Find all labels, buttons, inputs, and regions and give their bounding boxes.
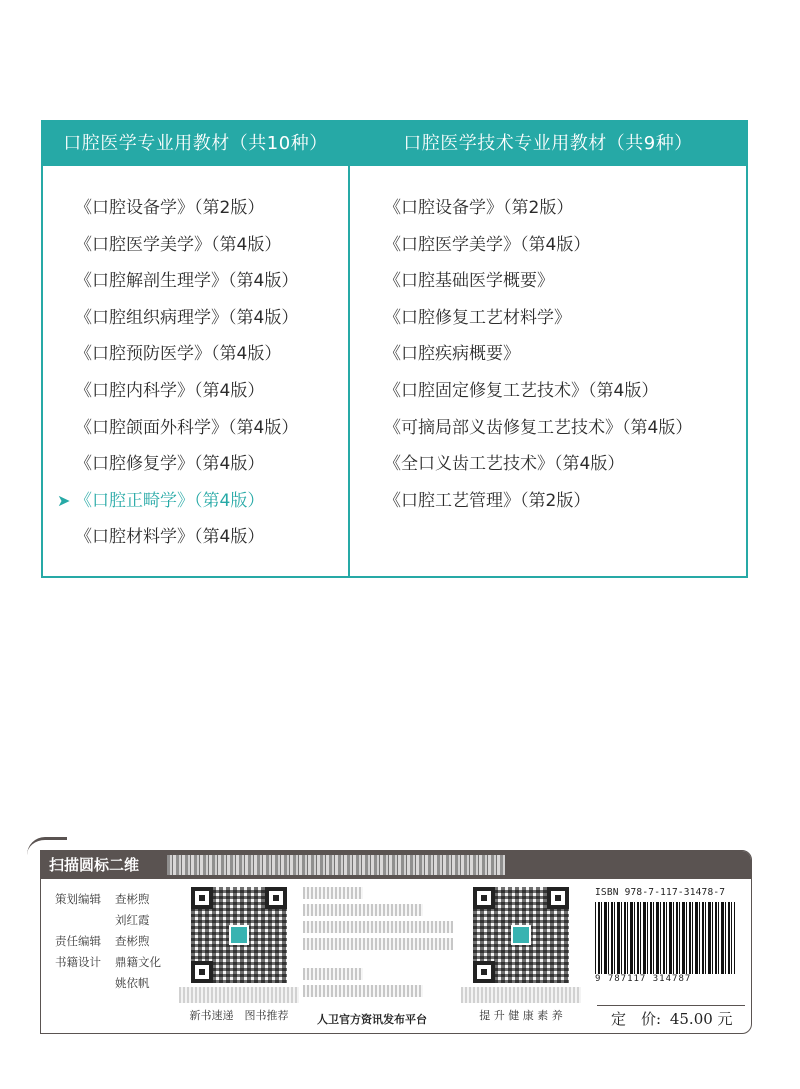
credit-name: 鼎籍文化 xyxy=(115,955,161,969)
credit-name: 查彬煦 xyxy=(115,892,150,906)
dental-technology-header: 口腔医学技术专业用教材（共9种） xyxy=(350,122,746,166)
list-item-current-book xyxy=(43,483,348,520)
credit-name: 查彬煦 xyxy=(115,934,150,948)
credit-row xyxy=(55,973,169,994)
list-item: 《口腔修复学》（第4版） xyxy=(75,454,265,475)
credit-role xyxy=(55,910,115,931)
qr-finder xyxy=(265,887,287,909)
qr-code-right[interactable] xyxy=(461,887,581,1023)
list-item: 《口腔颌面外科学》（第4版） xyxy=(75,417,299,438)
list-item: 《口腔医学美学》（第4版） xyxy=(384,234,591,255)
blurred-website-text xyxy=(303,887,463,1002)
qr-code-icon xyxy=(473,887,569,983)
blurred-line xyxy=(303,968,363,980)
price-value: 45.00 元 xyxy=(669,1010,733,1028)
blurred-line xyxy=(303,904,423,916)
blurred-line xyxy=(303,887,363,899)
barcode-digits: 9 787117 314787 xyxy=(595,974,692,984)
mid-caption: 人卫官方资讯发布平台 xyxy=(317,1013,427,1026)
dental-medicine-header: 口腔医学专业用教材（共10种） xyxy=(43,122,348,166)
list-item: 《口腔预防医学》（第4版） xyxy=(75,344,282,365)
credit-role: 书籍设计 xyxy=(55,955,101,969)
qr-finder xyxy=(547,887,569,909)
blurred-text xyxy=(179,987,299,1003)
price-line xyxy=(597,1005,745,1031)
list-item-label: 《口腔正畸学》（第4版） xyxy=(75,490,265,511)
qr-right-caption: 提 升 健 康 素 养 xyxy=(479,1009,563,1022)
back-cover-band xyxy=(40,850,752,1034)
list-item: 《口腔设备学》（第2版） xyxy=(75,198,265,218)
isbn-text: ISBN 978-7-117-31478-7 xyxy=(595,887,726,898)
blurred-line xyxy=(303,985,423,997)
list-item: 《口腔内科学》（第4版） xyxy=(75,380,265,401)
credit-row xyxy=(55,910,169,931)
list-item: 《口腔修复工艺材料学》 xyxy=(384,307,571,328)
qr-left-caption: 新书速递 图书推荐 xyxy=(189,1009,289,1022)
credit-role: 责任编辑 xyxy=(55,934,101,948)
list-item: 《可摘局部义齿修复工艺技术》（第4版） xyxy=(384,417,693,438)
credits-block xyxy=(55,889,169,994)
qr-finder xyxy=(191,961,213,983)
credit-row xyxy=(55,952,169,973)
dental-medicine-column xyxy=(43,122,350,576)
qr-logo xyxy=(229,925,249,945)
qr-logo xyxy=(511,925,531,945)
blurred-text xyxy=(461,987,581,1003)
list-item: 《口腔固定修复工艺技术》（第4版） xyxy=(384,380,659,401)
credit-row xyxy=(55,931,169,952)
textbook-list-table xyxy=(41,120,748,578)
list-item: 《口腔疾病概要》 xyxy=(384,344,520,365)
list-item: 《口腔材料学》（第4版） xyxy=(75,527,265,548)
barcode-icon xyxy=(595,902,735,974)
credit-name: 姚依帆 xyxy=(115,976,150,990)
qr-finder xyxy=(191,887,213,909)
arrow-icon: ➤ xyxy=(57,490,71,510)
qr-finder xyxy=(473,961,495,983)
list-item: 《全口义齿工艺技术》（第4版） xyxy=(384,454,625,475)
dental-technology-list xyxy=(350,166,746,519)
blurred-line xyxy=(303,921,453,933)
blurred-line xyxy=(303,938,453,950)
list-item: 《口腔工艺管理》（第2版） xyxy=(384,490,591,511)
blurred-strip xyxy=(167,855,505,875)
credit-row xyxy=(55,889,169,910)
band-header xyxy=(41,851,751,879)
list-item: 《口腔医学美学》（第4版） xyxy=(75,234,282,255)
dental-technology-column xyxy=(350,122,746,576)
dental-medicine-list xyxy=(43,166,348,556)
list-item: 《口腔基础医学概要》 xyxy=(384,271,554,292)
list-item: 《口腔组织病理学》（第4版） xyxy=(75,307,299,328)
credit-role: 策划编辑 xyxy=(55,892,101,906)
credit-role xyxy=(55,973,115,994)
credit-name: 刘红霞 xyxy=(115,913,150,927)
qr-code-icon xyxy=(191,887,287,983)
qr-code-left[interactable] xyxy=(179,887,299,1023)
list-item: 《口腔解剖生理学》（第4版） xyxy=(75,271,299,292)
band-title: 扫描圆标二维 xyxy=(49,856,140,874)
qr-finder xyxy=(473,887,495,909)
list-item: 《口腔设备学》（第2版） xyxy=(384,198,574,218)
price-label: 定 价: xyxy=(611,1010,662,1028)
